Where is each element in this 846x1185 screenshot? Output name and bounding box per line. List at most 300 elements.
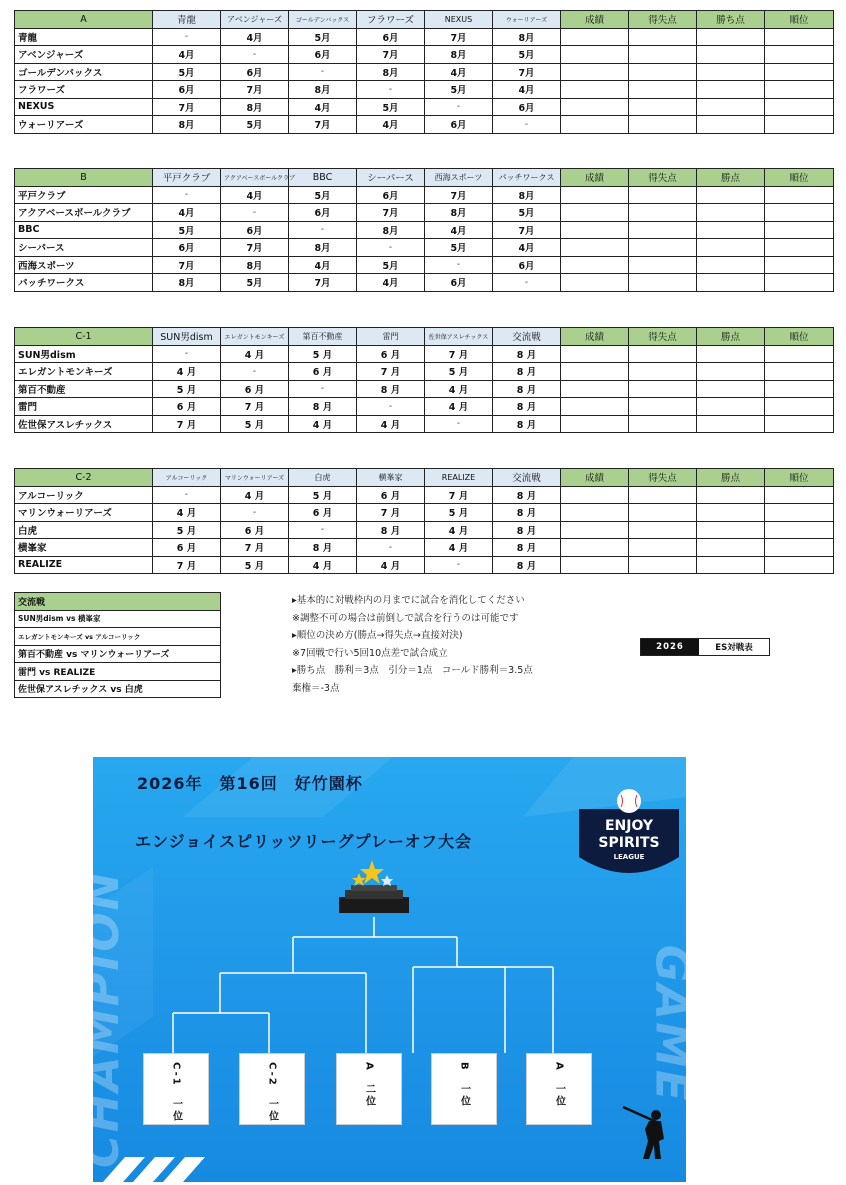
match-month-cell: 4 月 <box>221 345 289 363</box>
match-month-cell: 7月 <box>493 63 561 81</box>
watermark-left: CHAMPION <box>75 869 130 1169</box>
col-header: 順位 <box>765 328 834 346</box>
table-row <box>15 28 834 46</box>
table-row <box>15 504 834 522</box>
match-month-cell: 4月 <box>357 116 425 134</box>
note-line: 棄権＝-3点 <box>292 682 340 694</box>
crossover-match: SUN男dism vs 横峯家 <box>15 610 221 628</box>
team-name: 平戸クラブ <box>15 186 153 204</box>
col-header: 勝点 <box>697 328 765 346</box>
group-label: A <box>15 11 153 29</box>
table-row <box>15 116 834 134</box>
match-month-cell: 7 月 <box>357 363 425 381</box>
col-header: アベンジャーズ <box>221 11 289 29</box>
match-month-cell: - <box>357 398 425 416</box>
match-month-cell: 6 月 <box>221 521 289 539</box>
match-month-cell: 6月 <box>493 256 561 274</box>
stat-cell[interactable] <box>697 98 765 116</box>
col-header: 成績 <box>561 11 629 29</box>
match-month-cell: 7 月 <box>221 539 289 557</box>
match-month-cell: - <box>221 204 289 222</box>
team-name: BBC <box>15 221 153 239</box>
schedule-badge <box>640 638 770 656</box>
stat-cell[interactable] <box>629 81 697 99</box>
col-header: SUN男dism <box>153 328 221 346</box>
bracket-slot-a2: A 二位 <box>336 1053 402 1125</box>
match-month-cell: - <box>289 380 357 398</box>
team-name: REALIZE <box>15 556 153 574</box>
stat-cell[interactable] <box>697 186 765 204</box>
match-month-cell: 8 月 <box>289 398 357 416</box>
col-header: 勝点 <box>697 169 765 187</box>
match-month-cell: 5 月 <box>221 415 289 433</box>
col-header: 得失点 <box>629 328 697 346</box>
col-header: 第百不動産 <box>289 328 357 346</box>
match-month-cell: 8 月 <box>493 539 561 557</box>
match-month-cell: 5月 <box>289 28 357 46</box>
stat-cell[interactable] <box>561 221 629 239</box>
logo-line-2: SPIRITS <box>598 835 660 851</box>
stat-cell[interactable] <box>765 345 834 363</box>
stat-cell[interactable] <box>697 221 765 239</box>
group-c1-table <box>14 327 834 433</box>
match-month-cell: 6 月 <box>221 380 289 398</box>
match-month-cell: 7月 <box>289 274 357 292</box>
match-month-cell: 5 月 <box>221 556 289 574</box>
col-header: 順位 <box>765 469 834 487</box>
match-month-cell: - <box>425 556 493 574</box>
stat-cell[interactable] <box>765 398 834 416</box>
col-header: 成績 <box>561 328 629 346</box>
stat-cell[interactable] <box>561 486 629 504</box>
batter-silhouette-icon <box>623 1107 664 1159</box>
stat-cell[interactable] <box>697 521 765 539</box>
team-name: 青龍 <box>15 28 153 46</box>
stat-cell[interactable] <box>697 380 765 398</box>
team-name: ゴールデンバックス <box>15 63 153 81</box>
match-month-cell: 6月 <box>357 28 425 46</box>
match-month-cell: 7 月 <box>425 345 493 363</box>
match-month-cell: 8月 <box>425 46 493 64</box>
stat-cell[interactable] <box>697 345 765 363</box>
match-month-cell: - <box>493 274 561 292</box>
stat-cell[interactable] <box>629 98 697 116</box>
poster-title-2: エンジョイスピリッツリーグプレーオフ大会 <box>135 832 473 851</box>
match-month-cell: 7月 <box>357 204 425 222</box>
note-line: ▸勝ち点 勝利＝3点 引分＝1点 コールド勝利＝3.5点 <box>292 665 533 676</box>
match-month-cell: 7月 <box>425 28 493 46</box>
stat-cell[interactable] <box>697 363 765 381</box>
stat-cell[interactable] <box>697 204 765 222</box>
table-row <box>15 274 834 292</box>
stat-cell[interactable] <box>561 186 629 204</box>
stat-cell[interactable] <box>561 363 629 381</box>
match-month-cell: 4月 <box>493 239 561 257</box>
match-month-cell: 8月 <box>153 116 221 134</box>
team-name: フラワーズ <box>15 81 153 99</box>
team-name: アルコーリック <box>15 486 153 504</box>
match-month-cell: - <box>153 486 221 504</box>
table-row <box>15 380 834 398</box>
col-header: 順位 <box>765 169 834 187</box>
col-header: シーパース <box>357 169 425 187</box>
match-month-cell: 7 月 <box>153 556 221 574</box>
match-month-cell: 5月 <box>221 274 289 292</box>
col-header: 成績 <box>561 469 629 487</box>
match-month-cell: - <box>289 521 357 539</box>
match-month-cell: 5月 <box>357 98 425 116</box>
match-month-cell: 8月 <box>493 186 561 204</box>
stat-cell[interactable] <box>697 63 765 81</box>
match-month-cell: 4月 <box>425 63 493 81</box>
col-header: BBC <box>289 169 357 187</box>
stat-cell[interactable] <box>697 239 765 257</box>
team-name: 横峯家 <box>15 539 153 557</box>
match-month-cell: 4 月 <box>221 486 289 504</box>
stat-cell[interactable] <box>629 539 697 557</box>
match-month-cell: 6 月 <box>153 539 221 557</box>
match-month-cell: 5月 <box>493 204 561 222</box>
stat-cell[interactable] <box>765 81 834 99</box>
crossover-table <box>14 592 221 698</box>
stat-cell[interactable] <box>765 204 834 222</box>
note-line: ※調整不可の場合は前倒しで試合を行うのは可能です <box>292 612 519 624</box>
trophy-icon <box>339 860 409 913</box>
stat-cell[interactable] <box>629 116 697 134</box>
match-month-cell: 6月 <box>221 221 289 239</box>
stat-cell[interactable] <box>697 116 765 134</box>
team-name: 佐世保アスレチックス <box>15 415 153 433</box>
match-month-cell: 7 月 <box>357 504 425 522</box>
match-month-cell: - <box>425 256 493 274</box>
stat-cell[interactable] <box>561 504 629 522</box>
stat-cell[interactable] <box>561 239 629 257</box>
stat-cell[interactable] <box>697 504 765 522</box>
table-row <box>15 239 834 257</box>
match-month-cell: 6月 <box>221 63 289 81</box>
match-month-cell: 8 月 <box>493 486 561 504</box>
stat-cell[interactable] <box>697 81 765 99</box>
match-month-cell: 8 月 <box>357 380 425 398</box>
stat-cell[interactable] <box>561 63 629 81</box>
match-month-cell: 5月 <box>357 256 425 274</box>
stat-cell[interactable] <box>765 221 834 239</box>
col-header: 青龍 <box>153 11 221 29</box>
table-row <box>15 486 834 504</box>
stat-cell[interactable] <box>561 398 629 416</box>
stat-cell[interactable] <box>629 363 697 381</box>
stat-cell[interactable] <box>629 274 697 292</box>
stat-cell[interactable] <box>697 398 765 416</box>
match-month-cell: - <box>289 221 357 239</box>
team-name: エレガントモンキーズ <box>15 363 153 381</box>
match-month-cell: 8 月 <box>493 380 561 398</box>
match-month-cell: 4 月 <box>153 363 221 381</box>
match-month-cell: 5 月 <box>289 486 357 504</box>
match-month-cell: 8月 <box>357 221 425 239</box>
note-line: ▸基本的に対戦枠内の月までに試合を消化してください <box>292 595 525 606</box>
col-header: 白虎 <box>289 469 357 487</box>
match-month-cell: 6月 <box>153 239 221 257</box>
stat-cell[interactable] <box>765 504 834 522</box>
team-name: 第百不動産 <box>15 380 153 398</box>
match-month-cell: 5 月 <box>425 363 493 381</box>
match-month-cell: 4 月 <box>153 504 221 522</box>
team-name: NEXUS <box>15 98 153 116</box>
match-month-cell: 4月 <box>221 28 289 46</box>
badge-year: 2026 <box>641 639 699 655</box>
stat-cell[interactable] <box>629 204 697 222</box>
table-row <box>15 256 834 274</box>
match-month-cell: 6 月 <box>289 504 357 522</box>
team-name: マリンウォーリアーズ <box>15 504 153 522</box>
stat-cell[interactable] <box>697 539 765 557</box>
stat-cell[interactable] <box>765 363 834 381</box>
match-month-cell: 8 月 <box>493 398 561 416</box>
stat-cell[interactable] <box>629 380 697 398</box>
match-month-cell: 6 月 <box>289 363 357 381</box>
stat-cell[interactable] <box>765 28 834 46</box>
stat-cell[interactable] <box>629 186 697 204</box>
stat-cell[interactable] <box>561 28 629 46</box>
match-month-cell: 8 月 <box>357 521 425 539</box>
stat-cell[interactable] <box>561 204 629 222</box>
table-row <box>15 556 834 574</box>
stat-cell[interactable] <box>629 486 697 504</box>
match-month-cell: 6月 <box>289 46 357 64</box>
match-month-cell: - <box>221 46 289 64</box>
col-header: ゴールデンバックス <box>289 11 357 29</box>
logo-line-3: LEAGUE <box>613 853 645 861</box>
crossover-title: 交流戦 <box>15 593 221 611</box>
watermark-right: GAME <box>645 944 700 1104</box>
match-month-cell: 6月 <box>289 204 357 222</box>
stat-cell[interactable] <box>697 486 765 504</box>
group-c2-table <box>14 468 834 574</box>
match-month-cell: 6月 <box>153 81 221 99</box>
match-month-cell: 6月 <box>425 116 493 134</box>
match-month-cell: 4 月 <box>425 398 493 416</box>
team-name: SUN男dism <box>15 345 153 363</box>
stat-cell[interactable] <box>765 63 834 81</box>
stat-cell[interactable] <box>561 556 629 574</box>
stat-cell[interactable] <box>697 556 765 574</box>
stat-cell[interactable] <box>765 46 834 64</box>
match-month-cell: - <box>289 63 357 81</box>
table-row <box>15 46 834 64</box>
col-header: 得失点 <box>629 469 697 487</box>
stat-cell[interactable] <box>561 98 629 116</box>
stat-cell[interactable] <box>561 345 629 363</box>
match-month-cell: - <box>221 363 289 381</box>
badge-label: ES対戦表 <box>715 643 753 653</box>
stat-cell[interactable] <box>629 521 697 539</box>
match-month-cell: - <box>153 186 221 204</box>
match-month-cell: 4月 <box>425 221 493 239</box>
stat-cell[interactable] <box>765 556 834 574</box>
match-month-cell: 8 月 <box>493 345 561 363</box>
stat-cell[interactable] <box>765 486 834 504</box>
stat-cell[interactable] <box>629 345 697 363</box>
match-month-cell: 4 月 <box>289 415 357 433</box>
stat-cell[interactable] <box>629 28 697 46</box>
match-month-cell: 8月 <box>289 239 357 257</box>
stat-cell[interactable] <box>765 521 834 539</box>
match-month-cell: 4月 <box>493 81 561 99</box>
col-header: 勝ち点 <box>697 11 765 29</box>
match-month-cell: 5月 <box>493 46 561 64</box>
col-header: パッチワークス <box>493 169 561 187</box>
match-month-cell: 6月 <box>425 274 493 292</box>
col-header: フラワーズ <box>357 11 425 29</box>
stat-cell[interactable] <box>697 256 765 274</box>
match-month-cell: 6 月 <box>153 398 221 416</box>
stat-cell[interactable] <box>765 274 834 292</box>
stat-cell[interactable] <box>561 539 629 557</box>
match-month-cell: 7月 <box>153 98 221 116</box>
match-month-cell: 7月 <box>289 116 357 134</box>
stat-cell[interactable] <box>561 415 629 433</box>
match-month-cell: 5月 <box>425 81 493 99</box>
stat-cell[interactable] <box>629 239 697 257</box>
stat-cell[interactable] <box>765 256 834 274</box>
stat-cell[interactable] <box>697 46 765 64</box>
match-month-cell: 7 月 <box>425 486 493 504</box>
crossover-match: エレガントモンキーズ vs アルコーリック <box>15 628 221 646</box>
match-month-cell: 8月 <box>289 81 357 99</box>
match-month-cell: 5月 <box>153 221 221 239</box>
match-month-cell: - <box>425 98 493 116</box>
stat-cell[interactable] <box>765 380 834 398</box>
col-header: 平戸クラブ <box>153 169 221 187</box>
col-header: 成績 <box>561 169 629 187</box>
crossover-match: 雷門 vs REALIZE <box>15 663 221 681</box>
col-header: アクアベースボールクラブ <box>221 169 289 187</box>
match-month-cell: - <box>357 81 425 99</box>
team-name: パッチワークス <box>15 274 153 292</box>
match-month-cell: 8 月 <box>493 521 561 539</box>
playoff-poster <box>75 757 700 1182</box>
stat-cell[interactable] <box>765 186 834 204</box>
logo-line-1: ENJOY <box>604 818 654 834</box>
note-line: ▸順位の決め方(勝点→得失点→直接対決) <box>292 630 463 641</box>
col-header: 得失点 <box>629 11 697 29</box>
stat-cell[interactable] <box>697 415 765 433</box>
stat-cell[interactable] <box>561 256 629 274</box>
stat-cell[interactable] <box>629 415 697 433</box>
crossover-match: 佐世保アスレチックス vs 白虎 <box>15 680 221 698</box>
match-month-cell: 7月 <box>153 256 221 274</box>
col-header: 横峯家 <box>357 469 425 487</box>
stat-cell[interactable] <box>561 46 629 64</box>
match-month-cell: 6月 <box>493 98 561 116</box>
bracket-slot-a1: A 一位 <box>526 1053 592 1125</box>
match-month-cell: 7月 <box>493 221 561 239</box>
crossover-match: 第百不動産 vs マリンウォーリアーズ <box>15 645 221 663</box>
stat-cell[interactable] <box>561 380 629 398</box>
col-header: NEXUS <box>425 11 493 29</box>
table-row <box>15 221 834 239</box>
match-month-cell: 7 月 <box>153 415 221 433</box>
team-name: 西海スポーツ <box>15 256 153 274</box>
match-month-cell: 4月 <box>289 98 357 116</box>
match-month-cell: 8 月 <box>493 363 561 381</box>
match-month-cell: 8月 <box>357 63 425 81</box>
bracket-slot-c2: C-2 一位 <box>239 1053 305 1125</box>
match-month-cell: 7月 <box>221 81 289 99</box>
stat-cell[interactable] <box>561 274 629 292</box>
match-month-cell: 4月 <box>289 256 357 274</box>
stat-cell[interactable] <box>765 98 834 116</box>
match-month-cell: 7月 <box>357 46 425 64</box>
stat-cell[interactable] <box>629 256 697 274</box>
match-month-cell: 8月 <box>493 28 561 46</box>
match-month-cell: 8月 <box>153 274 221 292</box>
stat-cell[interactable] <box>629 556 697 574</box>
stat-cell[interactable] <box>561 521 629 539</box>
poster-title-1: 2026年 第16回 好竹園杯 <box>137 774 363 793</box>
match-month-cell: - <box>153 28 221 46</box>
match-month-cell: - <box>357 539 425 557</box>
match-month-cell: 8月 <box>221 256 289 274</box>
team-name: 白虎 <box>15 521 153 539</box>
match-month-cell: 8 月 <box>289 539 357 557</box>
match-month-cell: 6 月 <box>357 486 425 504</box>
table-row <box>15 415 834 433</box>
stat-cell[interactable] <box>629 46 697 64</box>
group-b-table <box>14 168 834 292</box>
stat-cell[interactable] <box>629 504 697 522</box>
bracket-slot-b1: B 一位 <box>431 1053 497 1125</box>
col-header: 勝点 <box>697 469 765 487</box>
match-month-cell: 7月 <box>221 239 289 257</box>
stat-cell[interactable] <box>697 28 765 46</box>
stat-cell[interactable] <box>765 239 834 257</box>
col-header: 西海スポーツ <box>425 169 493 187</box>
match-month-cell: 8 月 <box>493 504 561 522</box>
stat-cell[interactable] <box>629 63 697 81</box>
col-header: 順位 <box>765 11 834 29</box>
col-header: 交流戦 <box>493 328 561 346</box>
team-name: 雷門 <box>15 398 153 416</box>
col-header: REALIZE <box>425 469 493 487</box>
match-month-cell: 4 月 <box>425 380 493 398</box>
table-row <box>15 398 834 416</box>
bracket-slot-c1: C-1 一位 <box>143 1053 209 1125</box>
match-month-cell: 5 月 <box>425 504 493 522</box>
stat-cell[interactable] <box>765 415 834 433</box>
stat-cell[interactable] <box>561 116 629 134</box>
match-month-cell: 4月 <box>221 186 289 204</box>
table-row <box>15 521 834 539</box>
stat-cell[interactable] <box>697 274 765 292</box>
team-name: ウォーリアーズ <box>15 116 153 134</box>
stat-cell[interactable] <box>629 221 697 239</box>
stat-cell[interactable] <box>765 116 834 134</box>
match-month-cell: 4 月 <box>289 556 357 574</box>
table-row <box>15 345 834 363</box>
stat-cell[interactable] <box>765 539 834 557</box>
stat-cell[interactable] <box>629 398 697 416</box>
group-label: B <box>15 169 153 187</box>
stat-cell[interactable] <box>561 81 629 99</box>
col-header: 得失点 <box>629 169 697 187</box>
team-name: シーパース <box>15 239 153 257</box>
table-row <box>15 186 834 204</box>
match-month-cell: 8月 <box>425 204 493 222</box>
bracket-lines <box>173 917 553 1053</box>
match-month-cell: 4 月 <box>357 556 425 574</box>
